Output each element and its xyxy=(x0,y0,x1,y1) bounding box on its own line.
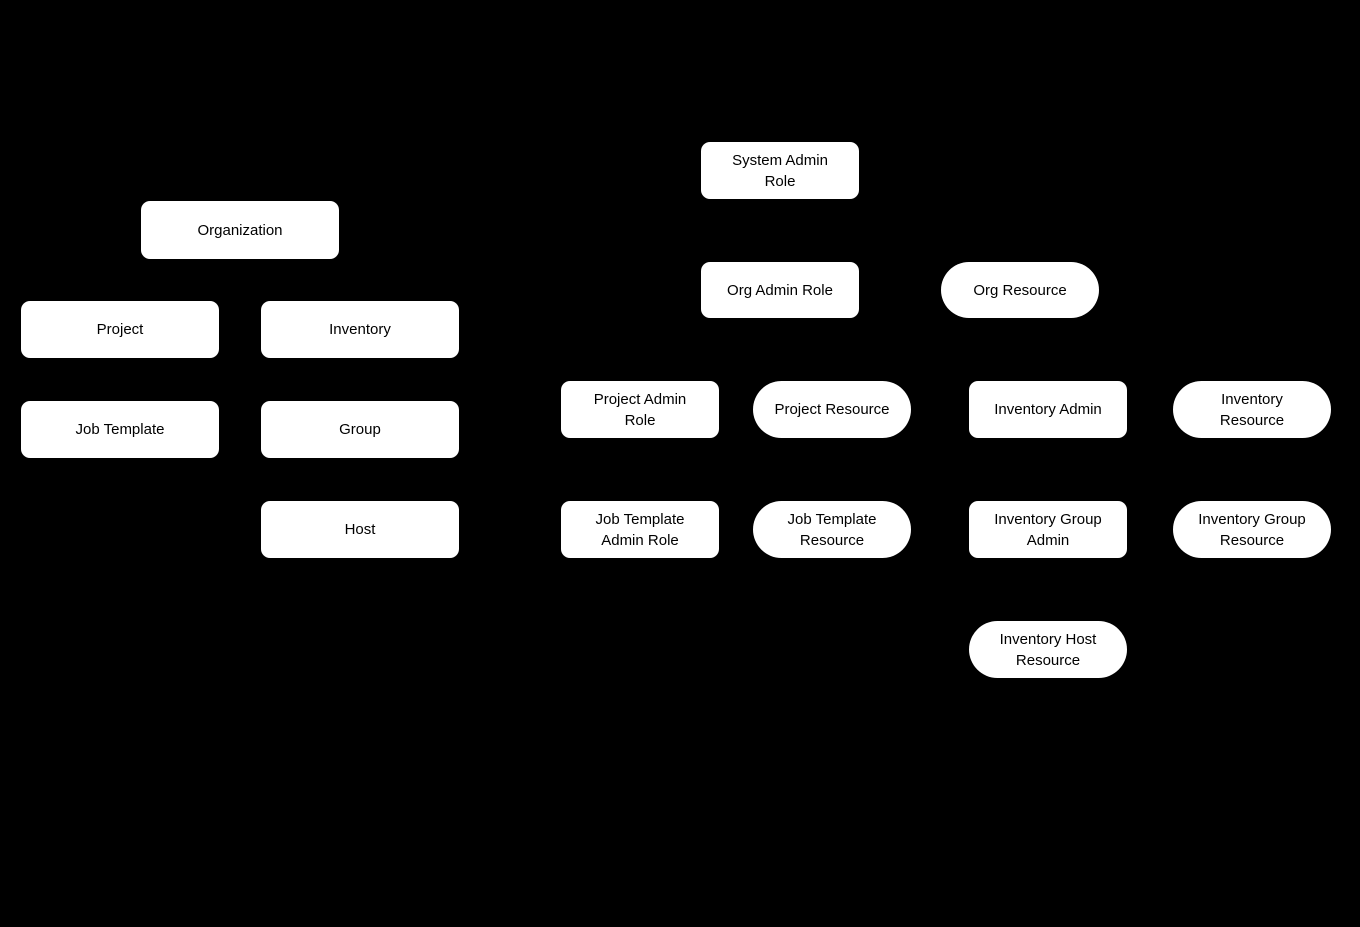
node-label: Job Template Admin Role xyxy=(595,510,685,549)
node-job-template-resource xyxy=(753,501,911,558)
node-org-admin-role xyxy=(701,262,859,318)
node-label: Project Resource xyxy=(774,401,890,418)
node-label: Job Template Resource xyxy=(787,510,877,549)
node-label: Project Admin Role xyxy=(593,390,687,429)
node-label: Organization xyxy=(197,221,283,239)
node-label: Job Template xyxy=(75,421,165,438)
node-label: Org Resource xyxy=(973,281,1067,299)
node-inventory xyxy=(261,301,459,358)
node-inventory-group-resource xyxy=(1173,501,1331,558)
node-label: Inventory Resource xyxy=(1219,390,1285,429)
node-system-admin-role xyxy=(701,142,859,199)
node-label: Inventory Group Admin xyxy=(994,510,1102,549)
node-label: Inventory Group Resource xyxy=(1198,510,1306,549)
node-project-resource xyxy=(753,381,911,438)
node-label: Inventory Admin xyxy=(994,401,1102,418)
node-project-admin-role xyxy=(561,381,719,438)
node-group xyxy=(261,401,459,458)
node-inventory-resource xyxy=(1173,381,1331,438)
node-label: Group xyxy=(339,421,381,438)
node-org-resource xyxy=(941,262,1099,318)
node-job-template-admin-role xyxy=(561,501,719,558)
node-label: Project xyxy=(96,321,144,338)
node-organization xyxy=(141,201,339,259)
node-project xyxy=(21,301,219,358)
node-label: Inventory xyxy=(329,321,391,338)
node-label: Inventory Host Resource xyxy=(999,630,1097,669)
node-label: System Admin Role xyxy=(732,151,828,190)
node-inventory-group-admin xyxy=(969,501,1127,558)
node-inventory-host-resource xyxy=(969,621,1127,678)
node-label: Org Admin Role xyxy=(727,281,833,299)
node-inventory-admin xyxy=(969,381,1127,438)
node-label: Host xyxy=(344,521,376,538)
node-job-template xyxy=(21,401,219,458)
node-host xyxy=(261,501,459,558)
